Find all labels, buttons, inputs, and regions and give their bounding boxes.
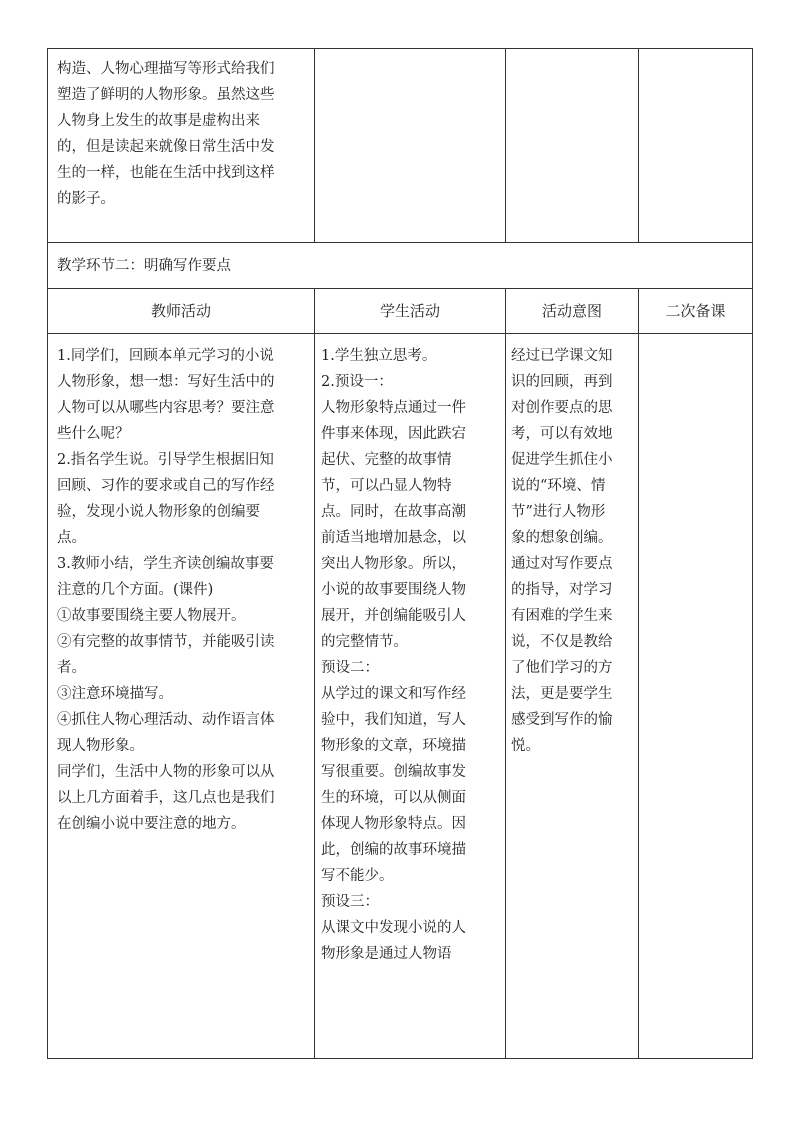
- text-line: 人物可以从哪些内容思考？要注意: [57, 400, 275, 416]
- text-line: 人物形象特点通过一件: [321, 400, 466, 416]
- text-line: 通过对写作要点: [511, 556, 613, 572]
- text-line: 前适当地增加悬念，以: [321, 530, 466, 546]
- teacher-activity-cell: [57, 343, 309, 837]
- row-divider-1: [47, 242, 753, 243]
- text-line: 同学们，生活中人物的形象可以从: [57, 764, 275, 780]
- text-line: 的，但是读起来就像日常生活中发: [57, 139, 275, 155]
- text-line: 体现人物形象特点。因: [321, 816, 466, 832]
- text-line: 人物形象，想一想：写好生活中的: [57, 374, 275, 390]
- text-line: 节，可以凸显人物特: [321, 478, 452, 494]
- text-line: 2.指名学生说。引导学生根据旧知: [57, 452, 274, 468]
- text-line: 促进学生抓住小: [511, 452, 613, 468]
- text-line: ①故事要围绕主要人物展开。: [57, 608, 246, 624]
- table-border-top: [47, 48, 753, 49]
- text-line: 在创编小说中要注意的地方。: [57, 816, 246, 832]
- text-line: 对创作要点的思: [511, 400, 613, 416]
- text-line: 些什么呢？: [57, 426, 130, 442]
- text-line: 从课文中发现小说的人: [321, 920, 466, 936]
- text-line: 起伏、完整的故事情: [321, 452, 452, 468]
- text-line: 预设三：: [321, 894, 379, 910]
- student-activity-cell: [321, 343, 501, 967]
- text-line: ③注意环境描写。: [57, 686, 173, 702]
- text-line: 小说的故事要围绕人物: [321, 582, 466, 598]
- text-line: 回顾、习作的要求或自己的写作经: [57, 478, 275, 494]
- column-divider-3: [638, 288, 639, 1059]
- text-line: 此，创编的故事环境描: [321, 842, 466, 858]
- header-teacher-activity: 教师活动: [150, 302, 211, 320]
- text-line: 人物身上发生的故事是虚构出来: [57, 113, 260, 129]
- text-line: 悦。: [511, 738, 540, 754]
- text-line: 现人物形象。: [57, 738, 144, 754]
- column-divider-2: [505, 288, 506, 1059]
- text-line: 者。: [57, 660, 86, 676]
- text-line: 经过已学课文知: [511, 348, 613, 364]
- text-line: 预设二：: [321, 660, 379, 676]
- header-second-prep: 二次备课: [665, 302, 726, 320]
- text-line: 从学过的课文和写作经: [321, 686, 466, 702]
- section-title: 教学环节二：明确写作要点: [57, 258, 231, 274]
- column-divider-2-top: [505, 48, 506, 243]
- text-line: 的完整情节。: [321, 634, 408, 650]
- text-line: 有困难的学生来: [511, 608, 613, 624]
- table-border-right: [752, 48, 753, 1059]
- text-line: 以上几方面着手，这几点也是我们: [57, 790, 275, 806]
- text-line: 说，不仅是教给: [511, 634, 613, 650]
- text-line: 象的想象创编。: [511, 530, 613, 546]
- text-line: 物形象的文章，环境描: [321, 738, 466, 754]
- text-line: 生的环境，可以从侧面: [321, 790, 466, 806]
- text-line: 2.预设一：: [321, 374, 393, 390]
- text-line: 写很重要。创编故事发: [321, 764, 466, 780]
- column-divider-3-top: [638, 48, 639, 243]
- column-divider-1: [314, 288, 315, 1059]
- text-line: 法，更是要学生: [511, 686, 613, 702]
- text-line: 1.学生独立思考。: [321, 348, 437, 364]
- text-line: 展开，并创编能吸引人: [321, 608, 466, 624]
- column-divider-1-top: [314, 48, 315, 243]
- text-line: 验中，我们知道，写人: [321, 712, 466, 728]
- text-line: ②有完整的故事情节，并能吸引读: [57, 634, 275, 650]
- text-line: 突出人物形象。所以，: [321, 556, 466, 572]
- text-line: 件事来体现，因此跌宕: [321, 426, 466, 442]
- activity-intent-cell: [511, 343, 636, 759]
- text-line: 塑造了鲜明的人物形象。虽然这些: [57, 87, 275, 103]
- text-line: ④抓住人物心理活动、动作语言体: [57, 712, 275, 728]
- top-teacher-cell: [57, 56, 309, 212]
- text-line: 点。: [57, 530, 86, 546]
- text-line: 说的“环境、情: [511, 478, 606, 494]
- text-line: 写不能少。: [321, 868, 394, 884]
- text-line: 构造、人物心理描写等形式给我们: [57, 61, 275, 77]
- table-border-bottom: [47, 1058, 753, 1059]
- text-line: 考，可以有效地: [511, 426, 613, 442]
- text-line: 1.同学们，回顾本单元学习的小说: [57, 348, 274, 364]
- header-activity-intent: 活动意图: [541, 302, 602, 320]
- text-line: 物形象是通过人物语: [321, 946, 452, 962]
- text-line: 感受到写作的愉: [511, 712, 613, 728]
- text-line: 的影子。: [57, 191, 115, 207]
- text-line: 点。同时，在故事高潮: [321, 504, 466, 520]
- table-border-left: [47, 48, 48, 1059]
- text-line: 节”进行人物形: [511, 504, 606, 520]
- text-line: 生的一样，也能在生活中找到这样: [57, 165, 275, 181]
- text-line: 识的回顾，再到: [511, 374, 613, 390]
- header-student-activity: 学生活动: [379, 302, 440, 320]
- text-line: 验，发现小说人物形象的创编要: [57, 504, 260, 520]
- text-line: 注意的几个方面。(课件): [57, 582, 214, 598]
- row-divider-3: [47, 333, 753, 334]
- row-divider-2: [47, 288, 753, 289]
- text-line: 了他们学习的方: [511, 660, 613, 676]
- text-line: 的指导，对学习: [511, 582, 613, 598]
- text-line: 3.教师小结，学生齐读创编故事要: [57, 556, 274, 572]
